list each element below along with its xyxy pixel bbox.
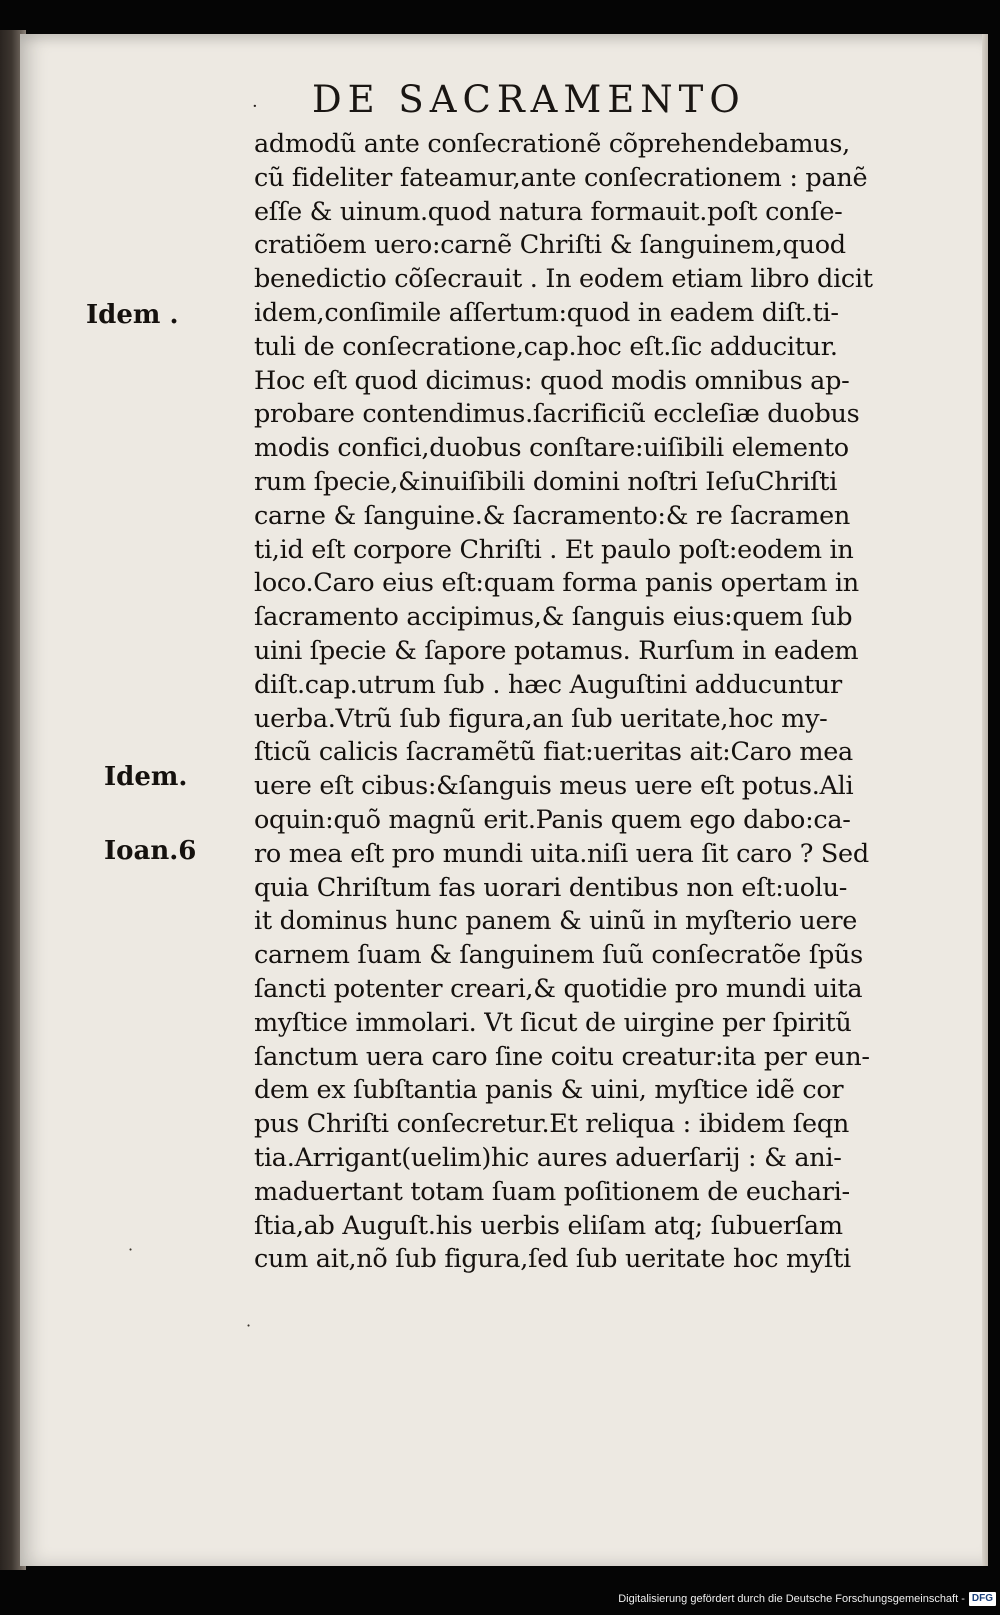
text-line: admodũ ante conſecrationẽ cõprehendebamus, xyxy=(254,129,850,159)
text-line: myſtice immolari. Vt ſicut de uirgine per ſpiritũ xyxy=(254,1007,852,1038)
text-line: uerba.Vtrũ ſub figura,an ſub ueritate,hoc my- xyxy=(254,703,828,734)
text-line: Hoc eſt quod dicimus: quod modis omnibus ap- xyxy=(254,365,850,396)
margin-note-idem-2: Idem. xyxy=(104,762,188,792)
text-line: ſancti potenter creari,& quotidie pro mundi uita xyxy=(254,973,863,1004)
text-line: probare contendimus.ſacrificiũ eccleſiæ duobus xyxy=(254,399,860,430)
text-line: quia Chriſtum fas uorari dentibus non eſt:uolu- xyxy=(254,872,848,903)
text-line: cratiõem uero:carnẽ Chriſti & ſanguinem,quod xyxy=(254,230,846,261)
text-line: modis confici,duobus conſtare:uiſibili elemento xyxy=(254,433,849,464)
text-line: ſticũ calicis ſacramẽtũ fiat:ueritas ait:Caro mea xyxy=(254,737,853,768)
footer-credit-text: Digitalisierung gefördert durch die Deutsche Forschungsgemeinschaft - xyxy=(618,1593,965,1605)
text-line: oquin:quõ magnũ erit.Panis quem ego dabo:ca- xyxy=(254,804,851,835)
text-line: ſacramento accipimus,& ſanguis eius:quem ſub xyxy=(254,602,853,633)
text-line: pus Chriſti conſecretur.Et reliqua : ibidem ſeqn xyxy=(254,1109,849,1140)
ink-mark: · xyxy=(246,1316,252,1335)
text-line: benedictio cõſecrauit . In eodem etiam libro dicit xyxy=(254,264,873,295)
text-line: eſſe & uinum.quod natura formauit.poſt conſe- xyxy=(254,196,843,227)
text-line: cum ait,nõ ſub figura,ſed ſub ueritate hoc myſti xyxy=(254,1244,851,1275)
text-line: ti,id eſt corpore Chriſti . Et paulo poſt:eodem in xyxy=(254,534,854,565)
text-line: uere eſt cibus:&ſanguis meus uere eſt potus.Ali xyxy=(254,771,854,802)
text-line: diſt.cap.utrum ſub . hæc Auguſtini adducuntur xyxy=(254,669,842,700)
ink-mark: · xyxy=(128,1240,134,1259)
text-line: it dominus hunc panem & uinũ in myſterio uere xyxy=(254,906,858,937)
text-line: rum ſpecie,&inuiſibili domini noſtri IeſuChriſti xyxy=(254,466,838,497)
text-line: cũ fideliter fateamur,ante conſecrationem : panẽ xyxy=(254,162,868,193)
footer-credit xyxy=(618,1589,996,1609)
margin-note-ioan: Ioan.6 xyxy=(104,836,197,866)
text-line: tuli de conſecratione,cap.hoc eſt.ſic adducitur. xyxy=(254,331,838,362)
text-line: ſtia,ab Auguſt.his uerbis eliſam atq; ſubuerſam xyxy=(254,1210,843,1241)
text-line: loco.Caro eius eſt:quam forma panis opertam in xyxy=(254,568,859,599)
page-edge xyxy=(982,34,988,1566)
text-line: tia.Arrigant(uelim)hic aures aduerſarij : & ani- xyxy=(254,1142,842,1173)
text-line: carne & ſanguine.& ſacramento:& re ſacramen xyxy=(254,500,850,531)
text-line: dem ex ſubſtantia panis & uini, myſtice idẽ cor xyxy=(254,1075,844,1106)
text-line: maduertant totam ſuam poſitionem de euchari- xyxy=(254,1176,850,1207)
text-line: idem,conſimile aſſertum:quod in eadem diſt.ti- xyxy=(254,297,839,328)
text-line: uini ſpecie & ſapore potamus. Rurſum in eadem xyxy=(254,635,859,666)
text-line: ro mea eſt pro mundi uita.niſi uera ſit caro ? Sed xyxy=(254,838,869,869)
text-line: ſanctum uera caro ſine coitu creatur:ita per eun- xyxy=(254,1041,870,1072)
margin-note-idem-1: Idem . xyxy=(86,300,179,330)
body-text xyxy=(254,128,934,1277)
dfg-logo: DFG xyxy=(969,1592,996,1606)
text-line: carnem ſuam & ſanguinem ſuũ conſecratõe ſpũs xyxy=(254,940,863,971)
running-head-mark: · xyxy=(252,96,258,117)
running-head: DE SACRAMENTO xyxy=(312,78,746,121)
